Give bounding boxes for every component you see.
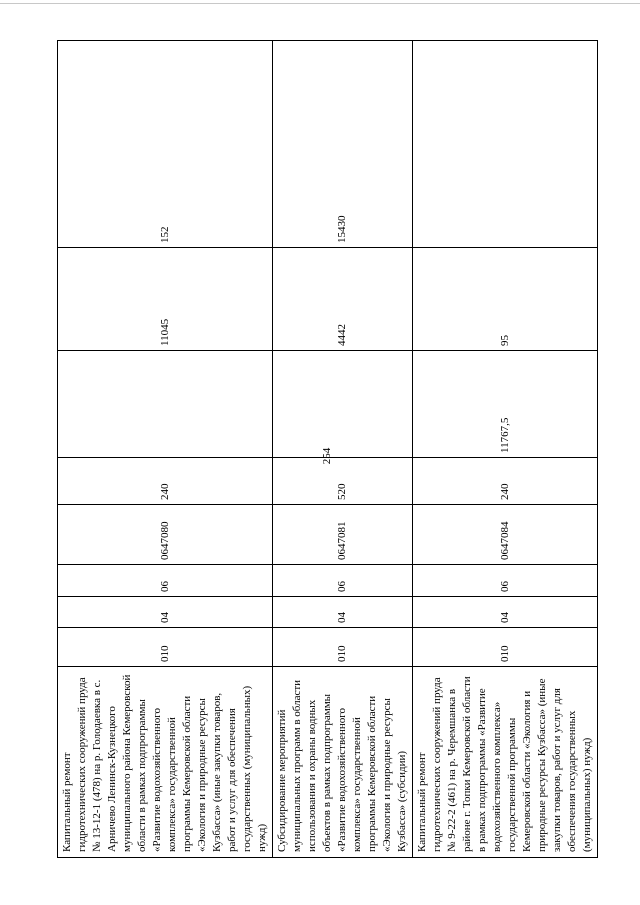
cell-target-article: 0647081 <box>273 505 413 565</box>
cell-section: 04 <box>413 597 598 628</box>
table-row <box>58 41 273 858</box>
cell-target-article: 0647080 <box>58 505 273 565</box>
cell-ministry: 010 <box>273 628 413 667</box>
cell-amount-a <box>273 351 413 458</box>
cell-amount-c: 152 <box>58 41 273 248</box>
cell-name: Капитальный ремонт гидротехнических сооружений пруда № 9-22-2 (461) на р. Черемшанка в районе г. Топки Кемеровской области в рамках подпрограммы «Развитие водохозяйственного комплекса» государственной программы Кемеровской области «Экология и природные ресурсы Кузбасса» (иные закупки товаров, работ и услуг для обеспечения государственных (муниципальных) нужд) <box>413 667 598 858</box>
cell-amount-a <box>58 351 273 458</box>
cell-amount-c <box>413 41 598 248</box>
cell-expense-type: 240 <box>58 458 273 505</box>
cell-expense-type: 240 <box>413 458 598 505</box>
cell-amount-b: 11045 <box>58 248 273 351</box>
page-number: 254 <box>321 447 333 465</box>
rotated-page-content <box>57 41 593 858</box>
table-row <box>273 41 413 858</box>
cell-amount-b: 4442 <box>273 248 413 351</box>
cell-amount-a: 11767,5 <box>413 351 598 458</box>
cell-section: 04 <box>273 597 413 628</box>
cell-subsection: 06 <box>413 565 598 597</box>
cell-ministry: 010 <box>413 628 598 667</box>
cell-expense-type: 520 <box>273 458 413 505</box>
cell-ministry: 010 <box>58 628 273 667</box>
cell-name: Субсидирование мероприятий муниципальных программ в области использования и охраны водных объектов в рамках подпрограммы «Развитие водохозяйственного комплекса» государственной программы Кемеровской области «Экология и природные ресурсы Кузбасса» (субсидии) <box>273 667 413 858</box>
budget-table <box>57 40 598 858</box>
cell-target-article: 0647084 <box>413 505 598 565</box>
cell-name: Капитальный ремонт гидротехнических сооружений пруда № 13-12-1 (478) на р. Голодаевка в с. Арничево Ленинск-Кузнецкого муниципального района Кемеровской области в рамках подпрограммы «Развитие водохозяйственного комплекса» государственной программы Кемеровской области «Экология и природные ресурсы Кузбасса» (иные закупки товаров, работ и услуг для обеспечения государственных (муниципальных) нужд) <box>58 667 273 858</box>
cell-subsection: 06 <box>273 565 413 597</box>
table-row <box>413 41 598 858</box>
cell-amount-b: 95 <box>413 248 598 351</box>
cell-amount-c: 15430 <box>273 41 413 248</box>
cell-section: 04 <box>58 597 273 628</box>
cell-subsection: 06 <box>58 565 273 597</box>
top-rule <box>0 3 640 4</box>
